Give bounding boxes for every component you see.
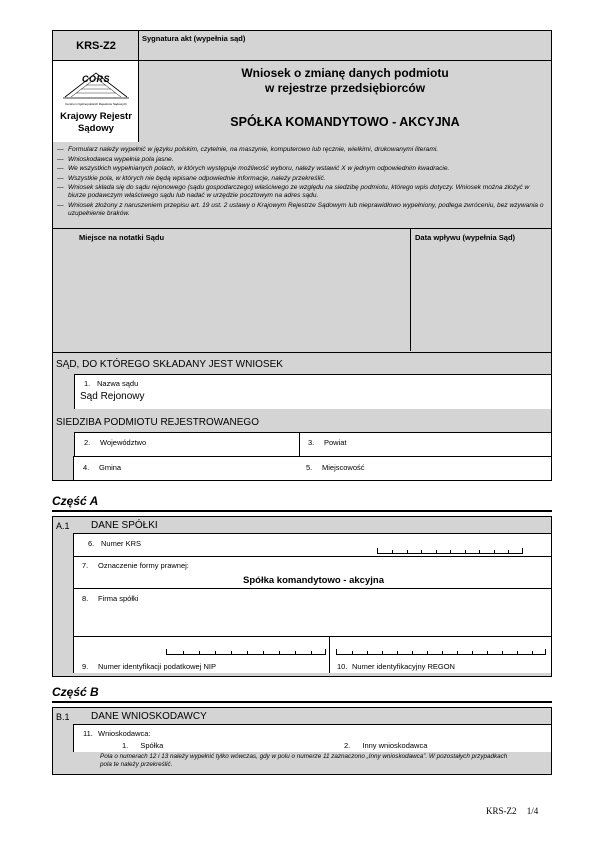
legal-form-field bbox=[73, 556, 552, 588]
receipt-date-cell bbox=[410, 229, 551, 351]
page-footer bbox=[486, 806, 538, 816]
applicant-field bbox=[73, 724, 552, 752]
applicant-label: Wnioskodawca: bbox=[98, 729, 151, 738]
form-code-cell bbox=[53, 31, 139, 61]
applicant-option-company[interactable] bbox=[122, 741, 163, 750]
title-cell bbox=[139, 61, 551, 143]
regon-field[interactable] bbox=[330, 636, 552, 673]
section-number: B.1 bbox=[56, 712, 70, 722]
court-notes-label: Miejsce na notatki Sądu bbox=[79, 233, 165, 242]
legal-form-label: Oznaczenie formy prawnej: bbox=[98, 561, 189, 570]
instructions-block bbox=[52, 142, 552, 229]
applicant-option-other[interactable] bbox=[344, 741, 427, 750]
registry-name: Krajowy Rejestr Sądowy bbox=[60, 111, 132, 134]
voivodeship-field[interactable] bbox=[74, 432, 299, 456]
instruction-item: — Wniosek złożony z naruszeniem przepisu art. 19 ust. 2 ustawy o Krajowym Rejestrze Sądowym lub nieprawidłowo wypełniony, podlega zwróceniu, bez wzywania o uzupełnienie braków. bbox=[57, 201, 544, 217]
instruction-item: — Formularz należy wypełnić w języku polskim, czytelnie, na maszynie, komputerowo lub ręcznie, wielkimi, drukowanymi literami. bbox=[57, 146, 439, 153]
part-a-rule bbox=[52, 510, 552, 512]
field-number: 7. bbox=[82, 561, 89, 570]
field-number: 5. bbox=[306, 463, 313, 472]
voivodeship-label: Województwo bbox=[100, 438, 147, 447]
municipality-label: Gmina bbox=[99, 463, 122, 472]
option-number: 1. bbox=[122, 741, 129, 750]
field-number: 11. bbox=[83, 729, 93, 738]
option-label: Inny wnioskodawca bbox=[362, 741, 428, 750]
section-number: A.1 bbox=[56, 521, 70, 531]
subtitle: SPÓŁKA KOMANDYTOWO - AKCYJNA bbox=[230, 115, 460, 129]
locality-label: Miejscowość bbox=[322, 463, 365, 472]
field-number: 10. bbox=[337, 662, 348, 671]
municipality-field[interactable] bbox=[73, 456, 299, 481]
regon-digit-boxes bbox=[336, 649, 546, 655]
court-section-margin bbox=[52, 456, 73, 481]
krs-number-field[interactable] bbox=[73, 533, 552, 556]
applicant-note: Pola o numerach 12 i 13 należy wypełnić tylko wówczas, gdy w polu o numerze 11 zaznaczono „Inny wnioskodawca”. W pozostałych przypadkach pola te należy przekreślić. bbox=[100, 753, 508, 768]
field-number: 4. bbox=[83, 463, 90, 472]
court-notes-block bbox=[52, 229, 552, 353]
instruction-item: — We wszystkich wypełnianych polach, w których występuje możliwość wyboru, należy wstawić X w jednym odpowiednim kwadracie. bbox=[57, 165, 450, 172]
option-number: 2. bbox=[344, 741, 351, 750]
instruction-item: — Wniosek składa się do sądu rejonowego (sądu gospodarczego) właściwego ze względu na siedzibę podmiotu, którego wpis dotyczy. Wniosek można złożyć w biurze podawczym właściwego sądu lub nadać w urzędzie pocztowym na adres sądu. bbox=[57, 184, 530, 199]
header-block bbox=[52, 30, 552, 142]
field-number: 2. bbox=[84, 438, 91, 447]
signature-label: Sygnatura akt (wypełnia sąd) bbox=[142, 34, 246, 43]
part-a-title: Część A bbox=[52, 494, 99, 508]
section-title: DANE WNIOSKODAWCY bbox=[91, 711, 207, 722]
court-name-label: Nazwa sądu bbox=[97, 379, 139, 388]
part-b-title: Część B bbox=[52, 685, 99, 699]
logo-cell bbox=[53, 61, 139, 143]
company-name-field[interactable] bbox=[73, 588, 552, 636]
locality-field[interactable] bbox=[298, 456, 552, 481]
field-number: 9. bbox=[82, 662, 89, 671]
instruction-item: — Wnioskodawca wypełnia pola jasne. bbox=[57, 155, 174, 163]
company-name-label: Firma spółki bbox=[98, 594, 139, 603]
footer-page-number: 1/4 bbox=[526, 806, 539, 816]
district-field[interactable] bbox=[299, 432, 551, 456]
logo-subtext: Centrum Ogólnopolskich Rejestrów Sądowych bbox=[65, 102, 127, 106]
nip-label: Numer identyfikacji podatkowej NIP bbox=[98, 662, 216, 671]
signature-cell bbox=[139, 31, 551, 61]
field-number: 6. bbox=[88, 539, 95, 548]
court-section bbox=[52, 353, 552, 465]
receipt-date-label: Data wpływu (wypełnia Sąd) bbox=[415, 233, 516, 242]
field-number: 8. bbox=[82, 594, 89, 603]
court-section-heading: SĄD, DO KTÓREGO SKŁADANY JEST WNIOSEK bbox=[56, 359, 283, 370]
title-line1: Wniosek o zmianę danych podmiotu bbox=[241, 66, 449, 80]
logo-text: CORS bbox=[81, 74, 110, 84]
nip-digit-boxes bbox=[166, 649, 326, 655]
part-b-rule bbox=[52, 701, 552, 703]
seat-section-heading: SIEDZIBA PODMIOTU REJESTROWANEGO bbox=[56, 417, 259, 428]
legal-form-value: Spółka komandytowo - akcyjna bbox=[243, 575, 384, 586]
section-title: DANE SPÓŁKI bbox=[91, 520, 158, 531]
field-number: 1. bbox=[84, 379, 91, 388]
court-name-field[interactable] bbox=[74, 374, 551, 409]
title-line2: w rejestrze przedsiębiorców bbox=[264, 81, 426, 95]
instruction-item: — Wszystkie pola, w których nie będą wpisane odpowiednie informacje, należy przekreślić. bbox=[57, 174, 326, 182]
cors-logo-icon bbox=[61, 67, 131, 101]
district-label: Powiat bbox=[324, 438, 347, 447]
footer-form-code: KRS-Z2 bbox=[486, 806, 517, 816]
form-code: KRS-Z2 bbox=[76, 40, 116, 52]
krs-digit-boxes bbox=[377, 548, 523, 554]
court-name-value: Sąd Rejonowy bbox=[80, 391, 145, 402]
option-label: Spółka bbox=[140, 741, 164, 750]
field-number: 3. bbox=[308, 438, 315, 447]
regon-label: Numer identyfikacyjny REGON bbox=[352, 662, 455, 671]
krs-number-label: Numer KRS bbox=[101, 539, 142, 548]
nip-field[interactable] bbox=[73, 636, 330, 673]
instruction-list bbox=[57, 146, 547, 218]
